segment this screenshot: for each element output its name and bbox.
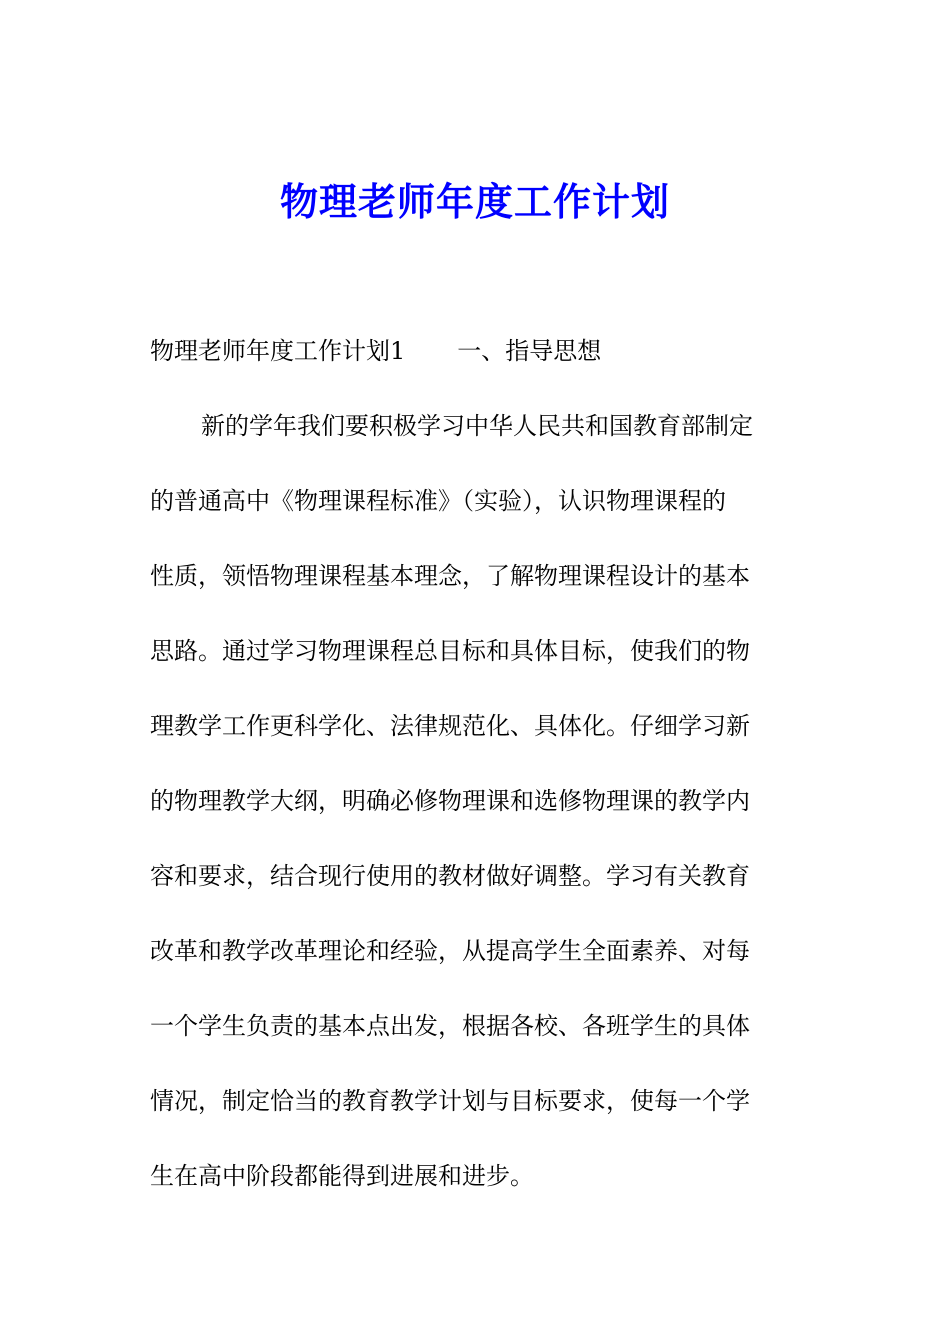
- paragraph-line: 一个学生负责的基本点出发，根据各校、各班学生的具体: [150, 1012, 750, 1040]
- paragraph-line: 思路。通过学习物理课程总目标和具体目标，使我们的物: [150, 637, 750, 665]
- section-heading: 物理老师年度工作计划1: [150, 337, 406, 365]
- paragraph-line: [150, 407, 800, 445]
- paragraph-line: 的物理教学大纲，明确必修物理课和选修物理课的教学内: [150, 787, 750, 815]
- paragraph-line: 的普通高中《物理课程标准》（实验），认识物理课程的: [150, 487, 726, 515]
- paragraph-line: 情况，制定恰当的教育教学计划与目标要求，使每一个学: [150, 1087, 750, 1115]
- paragraph-line: 性质，领悟物理课程基本理念，了解物理课程设计的基本: [150, 562, 750, 590]
- section-heading-line: [150, 332, 800, 370]
- subheading: 一、指导思想: [457, 337, 602, 365]
- paragraph-line: 生在高中阶段都能得到进展和进步。: [150, 1162, 534, 1190]
- paragraph-line-text: 新的学年我们要积极学习中华人民共和国教育部制定: [201, 412, 753, 440]
- paragraph-line: 容和要求，结合现行使用的教材做好调整。学习有关教育: [150, 862, 750, 890]
- paragraph-line: 改革和教学改革理论和经验，从提高学生全面素养、对每: [150, 937, 750, 965]
- document-title: 物理老师年度工作计划: [279, 179, 670, 224]
- paragraph-line: 理教学工作更科学化、法律规范化、具体化。仔细学习新: [150, 712, 750, 740]
- document-body: [150, 332, 800, 1232]
